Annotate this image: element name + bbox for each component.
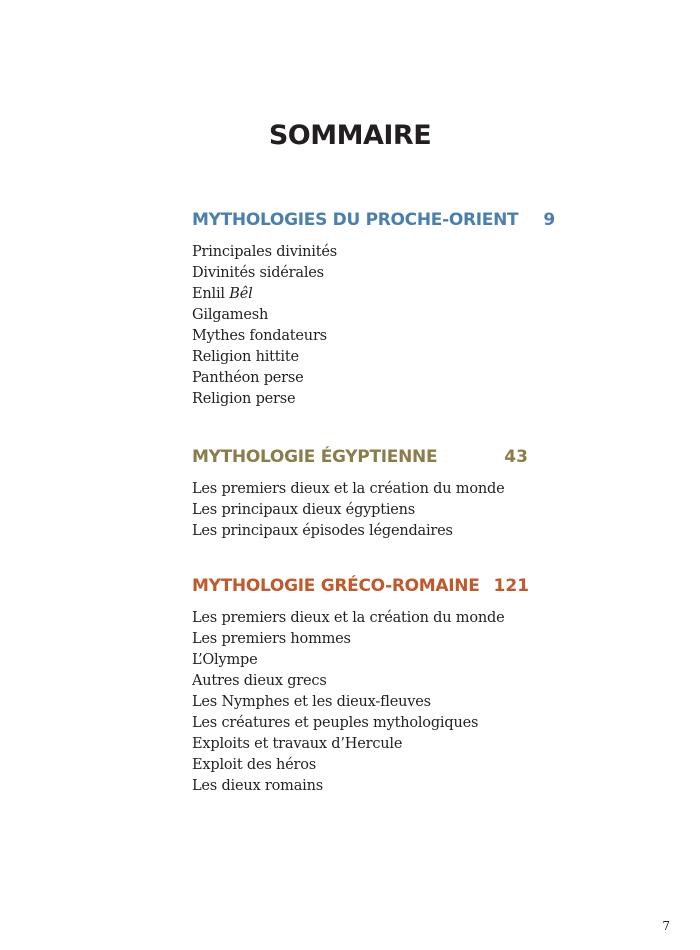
toc-entry[interactable]: Exploits et travaux d’Hercule [192,736,403,752]
toc-entry-italic: Bêl [229,286,253,302]
toc-entry[interactable]: L’Olympe [192,652,258,668]
toc-entry[interactable]: Religion perse [192,391,296,407]
section-title[interactable]: MYTHOLOGIE ÉGYPTIENNE [192,447,438,467]
toc-entry[interactable]: Les premiers dieux et la création du monde [192,481,505,497]
toc-entry[interactable]: Principales divinités [192,244,337,260]
entry-list [192,608,612,797]
toc-entry[interactable]: Divinités sidérales [192,265,324,281]
toc-entry[interactable]: Mythes fondateurs [192,328,327,344]
section-header [192,447,612,475]
page-title: SOMMAIRE [268,120,432,151]
toc-entry[interactable]: Les principaux épisodes légendaires [192,523,453,539]
section-page-number: 121 [493,576,530,596]
toc-section-egyptienne [192,447,612,542]
page-number: 7 [662,919,670,933]
toc-entry[interactable]: Les créatures et peuples mythologiques [192,715,479,731]
toc-entry[interactable]: Les principaux dieux égyptiens [192,502,416,518]
toc-entry-text: Enlil [192,286,225,302]
toc-entry[interactable] [192,284,612,305]
toc-entry[interactable]: Les premiers dieux et la création du monde [192,610,505,626]
section-page-number: 9 [543,210,556,230]
toc-entry[interactable]: Exploit des héros [192,757,317,773]
toc-entry[interactable]: Religion hittite [192,349,299,365]
toc-section-greco-romaine [192,576,612,797]
toc-entry[interactable]: Les premiers hommes [192,631,351,647]
section-header [192,576,612,604]
toc-entry[interactable]: Gilgamesh [192,307,269,323]
toc-section-proche-orient [192,210,612,410]
section-title[interactable]: MYTHOLOGIES DU PROCHE-ORIENT [192,210,519,230]
toc-entry[interactable]: Les Nymphes et les dieux-fleuves [192,694,431,710]
section-header [192,210,612,238]
toc-entry[interactable]: Panthéon perse [192,370,304,386]
entry-list [192,479,612,542]
toc-entry[interactable]: Les dieux romains [192,778,323,794]
section-title[interactable]: MYTHOLOGIE GRÉCO-ROMAINE [192,576,480,596]
toc-entry[interactable]: Autres dieux grecs [192,673,327,689]
entry-list [192,242,612,410]
section-page-number: 43 [504,447,528,467]
